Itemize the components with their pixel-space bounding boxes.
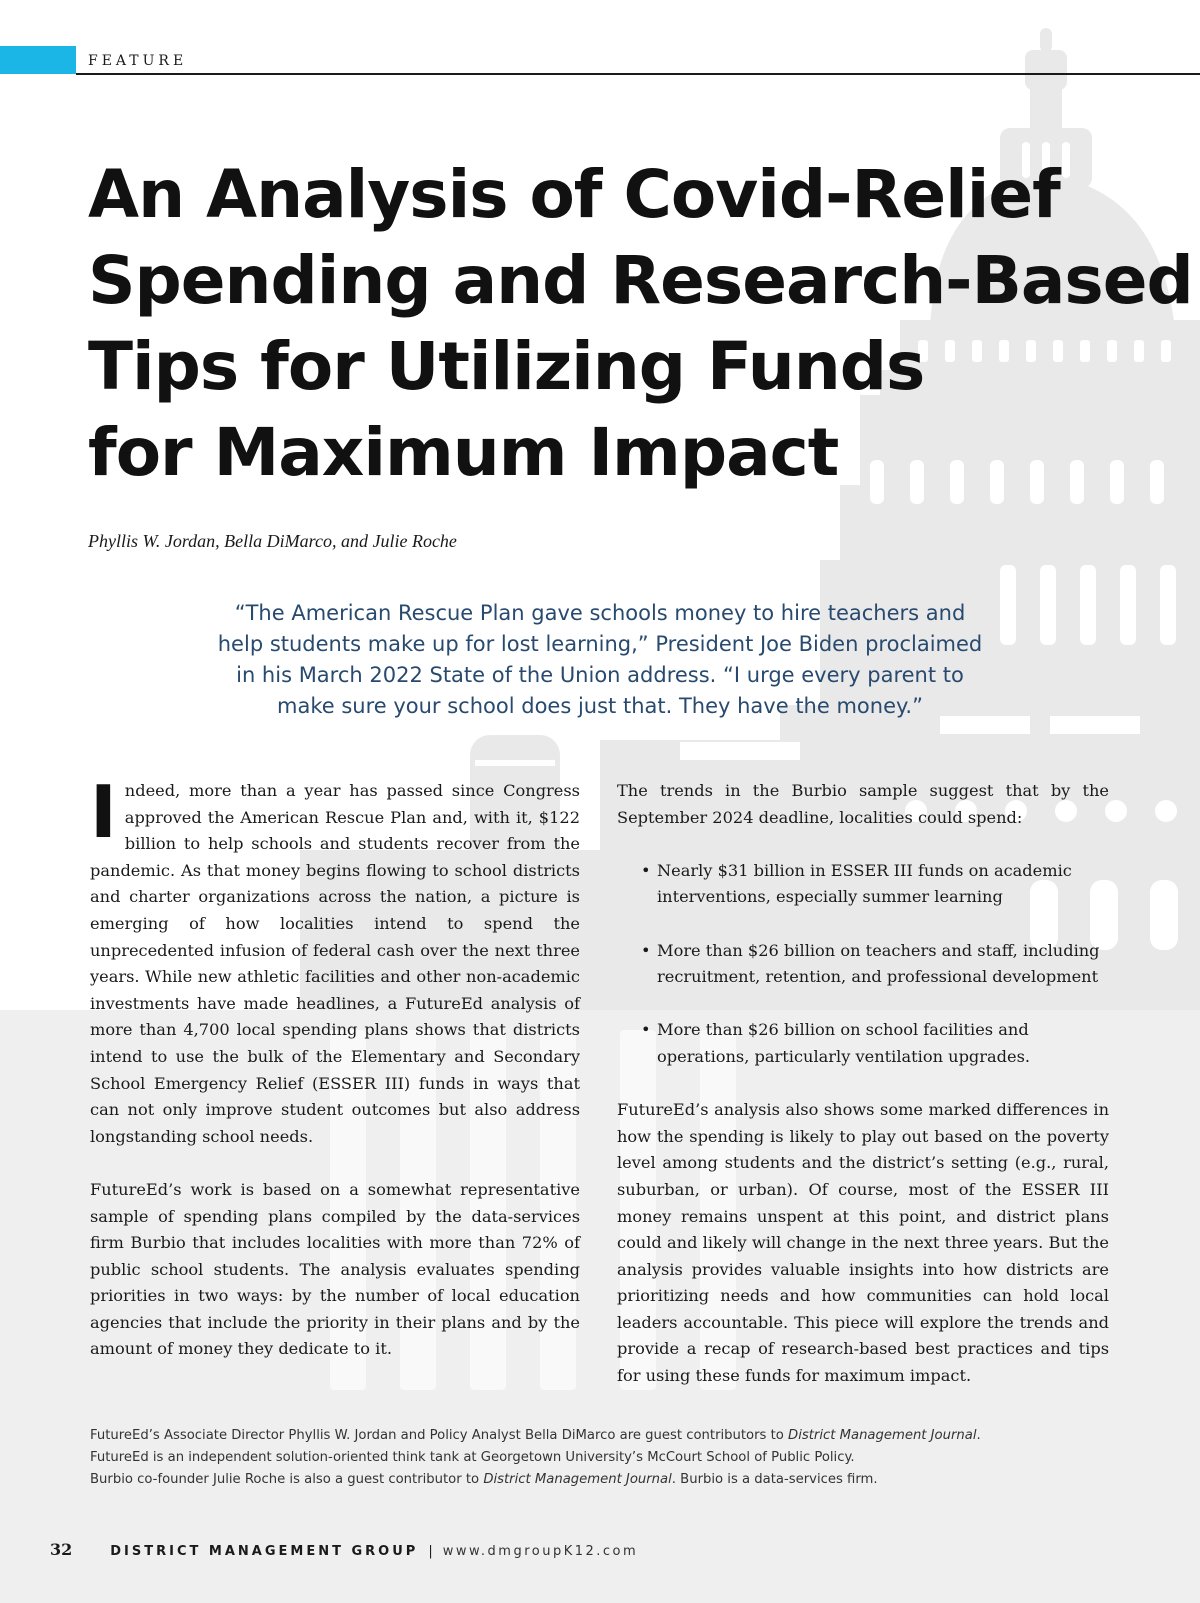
page-footer — [50, 1540, 638, 1559]
right-column — [617, 778, 1109, 1390]
trends-intro: The trends in the Burbio sample suggest that by the September 2024 deadline, localities could spend: — [617, 781, 1109, 827]
pull-quote-line: make sure your school does just that. They have the money.” — [277, 694, 923, 718]
pull-quote-line: in his March 2022 State of the Union address. “I urge every parent to — [236, 663, 964, 687]
footer-separator: | — [428, 1544, 433, 1559]
footnote-line: FutureEd’s Associate Director Phyllis W. Jordan and Policy Analyst Bella DiMarco are guest contributors to District Management Journal. — [90, 1428, 981, 1443]
spending-bullet-list — [617, 858, 1109, 1071]
drop-cap: I — [90, 770, 117, 854]
left-column — [90, 770, 580, 1363]
page-number: 32 — [50, 1540, 73, 1559]
pull-quote — [150, 598, 1050, 722]
title-line: Spending and Research-Based — [88, 242, 1193, 319]
section-label: FEATURE — [88, 53, 188, 69]
article-title — [88, 152, 1193, 496]
intro-paragraph-text: ndeed, more than a year has passed since Congress approved the American Rescue Plan and, with it, $122 billion to help schools and students recover from the pandemic. As that money begins flowing to school districts and charter organizations across the nation, a picture is emerging of how localities intend to spend the unprecedented infusion of federal cash over the next three years. While new athletic facilities and other non-academic investments have made headlines, a FutureEd analysis of more than 4,700 local spending plans shows that districts intend to use the bulk of the Elementary and Secondary School Emergency Relief (ESSER III) funds in ways that can not only improve student outcomes but also address longstanding school needs. — [90, 781, 580, 1146]
pull-quote-line: “The American Rescue Plan gave schools money to hire teachers and — [234, 601, 966, 625]
section-accent-bar — [0, 46, 76, 74]
bullet-item: • More than $26 billion on teachers and staff, including recruitment, retention, and professional development — [641, 938, 1109, 991]
footnote-line: FutureEd is an independent solution-oriented think tank at Georgetown University’s McCourt School of Public Policy. — [90, 1450, 855, 1465]
analysis-paragraph: FutureEd’s analysis also shows some marked differences in how the spending is likely to play out based on the poverty level among students and the district’s setting (e.g., rural, suburban, or urban). Of course, most of the ESSER III money remains unspent at this point, and district plans could and likely will change in the next three years. But the analysis provides valuable insights into how districts are prioritizing needs and how communities can hold local leaders accountable. This piece will explore the trends and provide a recap of research-based best practices and tips for using these funds for maximum impact. — [617, 1100, 1109, 1386]
title-line: for Maximum Impact — [88, 414, 839, 491]
title-line: Tips for Utilizing Funds — [88, 328, 925, 405]
contributor-footnote — [90, 1425, 1130, 1491]
publisher-name: DISTRICT MANAGEMENT GROUP — [110, 1544, 419, 1559]
header-rule — [76, 73, 1200, 75]
methodology-paragraph: FutureEd’s work is based on a somewhat representative sample of spending plans compiled by the data-services firm Burbio that includes localities with more than 72% of public school students. The analysis evaluates spending priorities in two ways: by the number of local education agencies that include the priority in their plans and by the amount of money they dedicate to it. — [90, 1179, 580, 1359]
intro-paragraph — [90, 770, 580, 1150]
title-line: An Analysis of Covid-Relief — [88, 156, 1060, 233]
pull-quote-line: help students make up for lost learning,” President Joe Biden proclaimed — [217, 632, 983, 656]
website-link[interactable]: www.dmgroupK12.com — [442, 1544, 639, 1559]
bullet-item: • Nearly $31 billion in ESSER III funds on academic interventions, especially summer learning — [641, 858, 1109, 911]
footnote-line: Burbio co-founder Julie Roche is also a guest contributor to District Management Journal. Burbio is a data-services firm. — [90, 1472, 878, 1487]
article-authors: Phyllis W. Jordan, Bella DiMarco, and Julie Roche — [88, 531, 457, 551]
bullet-item: • More than $26 billion on school facilities and operations, particularly ventilation upgrades. — [641, 1017, 1109, 1070]
